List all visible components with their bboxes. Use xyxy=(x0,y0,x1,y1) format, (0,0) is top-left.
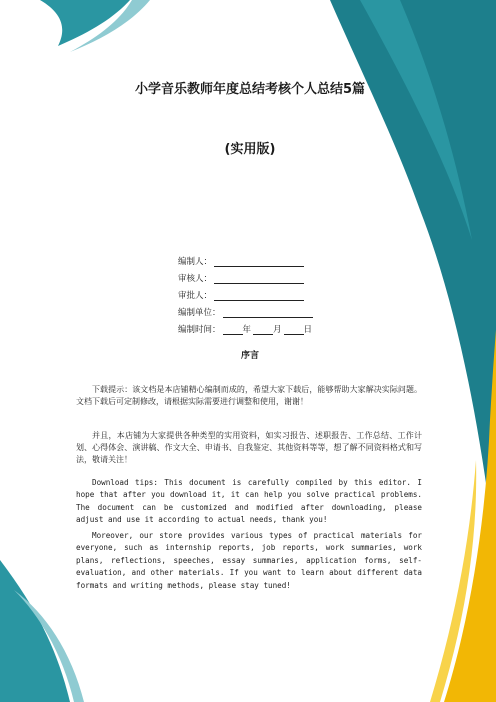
compiler-label: 编制人： xyxy=(178,257,213,267)
time-label: 编制时间： xyxy=(178,325,221,335)
preface-heading: 序言 xyxy=(240,351,259,361)
approver-label: 审批人： xyxy=(178,291,213,301)
unit-row xyxy=(178,301,313,318)
reviewer-row xyxy=(178,267,313,284)
time-row xyxy=(178,318,313,335)
unit-blank-line xyxy=(223,307,313,318)
unit-label: 编制单位： xyxy=(178,308,221,318)
compiler-blank-line xyxy=(214,256,304,267)
preface-paragraph-1: 下载提示：该文档是本店铺精心编制而成的，希望大家下载后，能够帮助大家解决实际问题。文档下载后可定制修改，请根据实际需要进行调整和使用，谢谢！ xyxy=(76,385,422,406)
reviewer-blank-line xyxy=(214,273,304,284)
preface-paragraph-4: Moreover, our store provides various types of practical materials for everyone, such as internship reports, job reports, work summaries, work plans, reflections, speeches, essay summaries, application forms, self-evaluation, and other materials. If you want to learn about different data formats and writing methods, please stay tuned! xyxy=(76,531,422,590)
day-blank-line xyxy=(284,324,304,335)
preface-paragraph-3: Download tips: This document is carefully compiled by this editor. I hope that after you download it, it can help you solve practical problems. The document can be customized and modified after downloading, please adjust and use it according to actual needs, thank you! xyxy=(76,478,422,525)
day-char: 日 xyxy=(303,325,313,335)
reviewer-label: 审核人： xyxy=(178,274,213,284)
approver-row xyxy=(178,284,313,301)
info-form xyxy=(178,250,313,335)
document-title: 小学音乐教师年度总结考核个人总结5篇 xyxy=(134,82,366,97)
year-blank-line xyxy=(223,324,243,335)
month-blank-line xyxy=(253,324,273,335)
compiler-row xyxy=(178,250,313,267)
document-subtitle: (实用版) xyxy=(224,142,276,157)
year-char: 年 xyxy=(242,325,252,335)
preface-paragraph-2: 并且，本店铺为大家提供各种类型的实用资料，如实习报告、述职报告、工作总结、工作计划、心得体会、演讲稿、作文大全、申请书、自我鉴定、其他资料等等，想了解不同资料格式和写法，敬请关注！ xyxy=(76,431,422,464)
approver-blank-line xyxy=(214,290,304,301)
month-char: 月 xyxy=(273,325,282,335)
